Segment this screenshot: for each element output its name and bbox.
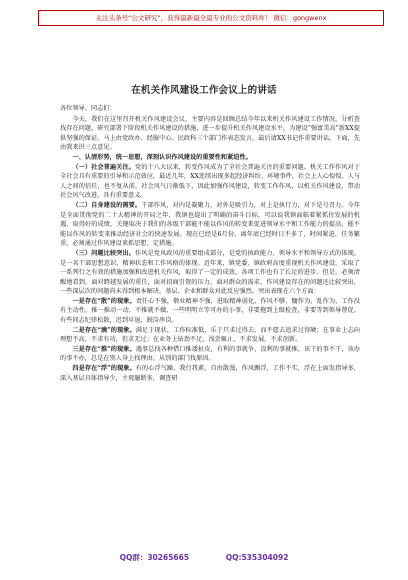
point-1-lead: 一是存在“散”的现象。 <box>72 297 136 305</box>
contact-footer <box>0 552 408 563</box>
point-4-lead: 四是存在“浮”的现象。 <box>72 365 136 373</box>
intro-paragraph: 今天，我们在这里召开机关作风建设会议，主要内容是回顾总结今年以来机关作风建设工作情况，分析查找存在问题，研究部署下阶段机关作风建设的措施，进一步提升机关作风建设水平，为建设“强富美高”新XX提供坚强的保证。马上由党政办、经服中心、民政科三个部门作表态发言，最后请XX书记作重要讲话。下面，先由我来讲三点意见。 <box>60 115 360 152</box>
point-2-lead: 二是存在“滴”的现象。 <box>72 326 136 334</box>
subsection-3-text: 作风是党风政风的重要组成部分，是党的执政能力、领导水平和领导方式的体现。是一名干部思想意识、精神状态和工作风格的体现。近年来，镇党委、镇政府高度重视机关作风建设，采取了一系列行之有效的措施加强和改进机关作风，取得了一定的成效，各项工作也有了长足的进步。但是，必须清醒地看到，面对跨越发展的重任，面对招商引资的压力，面对群众的需求，作风建设存在的问题还比较突出，一些深层次的问题尚未得到根本解决。基层、企业和群众对此反应强烈。突出表现在六个方面： <box>60 249 361 296</box>
point-4 <box>60 364 360 383</box>
subsection-1 <box>60 163 360 201</box>
point-1 <box>60 297 360 326</box>
subsection-1-text: 党的十八大以来，转变作风成为了全社会普遍关注的重要问题。机关工作作风对于全社会具有重要的引导和示范效应，最近几年，XX连续出现多起经济纠纷、环境事件，社会上人心惶惶，人与人之间的信任，也不复从前，社会风气日渐低下，因此加强作风建设，转变工作作风，以机关作风建设，带动社会风气改进，具有重要意义。 <box>60 163 361 200</box>
point-2 <box>60 326 360 345</box>
document-body <box>60 104 360 383</box>
subsection-3 <box>60 249 360 297</box>
subsection-2 <box>60 201 360 249</box>
section-heading-1: 一、认清形势，统一思想，深刻认识作风建设的重要性和紧迫性。 <box>72 153 252 161</box>
subsection-3-lead: （三）问题比较突出。 <box>72 249 135 257</box>
point-4-text: 有的心浮气躁，我行我素，自由散漫，作风飘浮，工作不实，浮在上面发指导多，深入基层具体指导少，主观臆断多，调查研 <box>60 365 360 382</box>
page-title: 在机关作风建设工作会议上的讲话 <box>131 85 277 96</box>
subsection-2-text: 干部作风，对内是凝聚力，对外是吸引力，对上是执行力，对下是号召力。今年是全面贯彻党的二十大精神的开局之年，我镇也提出了明确的奋斗目标，可以说我镇面临着紧抓住发展的机遇，取得好的成绩，关键取决于我们的各级干部能不能以作风的转变来促进领导水平和工作能力的提高，能不能以作风的转变来推动经济社会的快速发展。现在已经是6月份，离年底已经时日不多了，时间紧迫，任务繁重，必须通过作风建设来抓思想、定措施。 <box>60 201 361 248</box>
qq-group-text: QQ群：30265665 <box>119 553 190 562</box>
subsection-2-lead: （二）自身建设的需要。 <box>72 201 142 209</box>
salutation: 各位领导、同志们： <box>60 105 116 112</box>
point-3-text: 遇事总找各种借口推诿扯皮，有利的事就争，没利的事就推，该干的事不干，该办的事不办，总是在别人身上找理由，从别的部门找原因。 <box>60 345 360 363</box>
promo-banner: 关注头条号“公文研究”，获得最新最全最专业的公文资料库！ 微信：gongwenx <box>38 10 384 26</box>
point-2-text: 满足于现状，工作标准低，乐于只求过得去，而不愿去追求过得硬；在事业上志向理想不高，不求有功，但求无过；在业务上钻劲不足，浅尝辄止，不求发展，不求创新。 <box>60 326 360 344</box>
point-1-text: 责任心不强，敬业精神不强，进取精神弱化，作风不够、慵作为、乱作为，工作没有主动性，推一推动一动，不推就不做，一些明明立等可办的小事，非要拖到上级检查，非要等到领导督促。有些同志纪律松散，迟到早退，脱岗串岗。 <box>60 297 360 325</box>
point-3 <box>60 345 360 364</box>
point-3-lead: 三是存在“推”的现象。 <box>72 345 136 353</box>
subsection-1-lead: （一）社会普遍关注。 <box>72 163 135 171</box>
qq-text: QQ:535304092 <box>225 553 289 562</box>
